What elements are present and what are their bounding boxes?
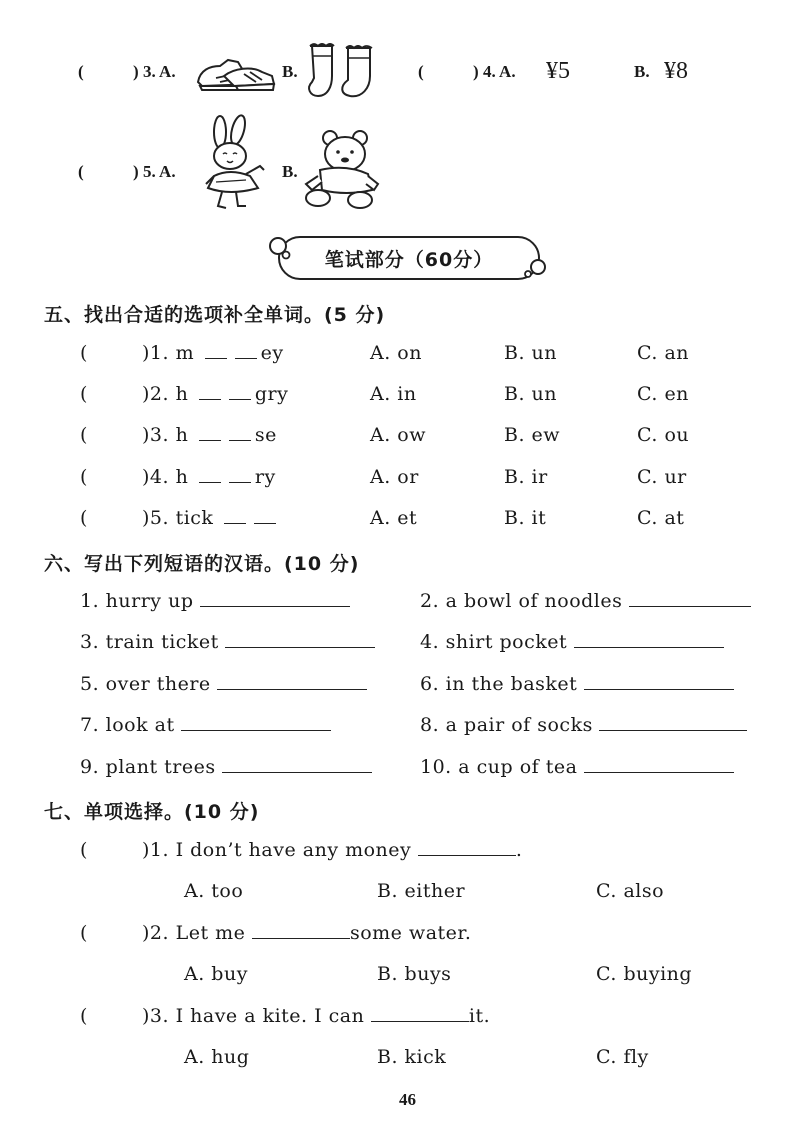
item-number: )2. h bbox=[142, 383, 189, 405]
blank-line[interactable] bbox=[199, 385, 221, 400]
option-a: A. in bbox=[370, 383, 417, 405]
q4-number: 4. A. bbox=[483, 62, 516, 81]
phrase-text: 6. in the basket bbox=[420, 673, 578, 695]
q3-option-b: B. bbox=[282, 62, 298, 81]
answer-blank[interactable] bbox=[584, 675, 734, 690]
blank-line[interactable] bbox=[235, 344, 257, 359]
option-c: C. ou bbox=[637, 424, 690, 446]
phrase-item bbox=[420, 631, 724, 653]
answer-blank[interactable] bbox=[574, 633, 724, 648]
list-item-paren: ( bbox=[80, 424, 88, 446]
phrase-text: 9. plant trees bbox=[80, 756, 216, 778]
list-item bbox=[142, 342, 284, 364]
option-b: B. un bbox=[504, 383, 558, 405]
list-item bbox=[142, 383, 288, 405]
page-number: 46 bbox=[399, 1090, 416, 1109]
answer-blank[interactable] bbox=[599, 716, 747, 731]
phrase-item bbox=[80, 756, 372, 778]
blank-line[interactable] bbox=[229, 468, 251, 483]
list-item-paren: ( bbox=[80, 507, 88, 529]
blank-line[interactable] bbox=[224, 509, 246, 524]
q5-paren-open: ( bbox=[78, 162, 84, 181]
blank-line[interactable] bbox=[199, 426, 221, 441]
option-b: B. kick bbox=[377, 1046, 447, 1068]
option-c: C. buying bbox=[596, 963, 693, 985]
list-item-paren: ( bbox=[80, 839, 88, 861]
q4-paren-open: ( bbox=[418, 62, 424, 81]
q5-number: 5. A. bbox=[143, 162, 176, 181]
answer-blank[interactable] bbox=[371, 1007, 469, 1022]
question-tail: some water. bbox=[349, 922, 472, 944]
list-item bbox=[142, 922, 471, 944]
phrase-item bbox=[80, 631, 375, 653]
item-number: )3. h bbox=[142, 424, 189, 446]
q4-paren-close: ) bbox=[473, 62, 479, 81]
blank-line[interactable] bbox=[254, 509, 276, 524]
list-item bbox=[142, 507, 280, 529]
socks-icon bbox=[302, 42, 382, 100]
phrase-text: 8. a pair of socks bbox=[420, 714, 593, 736]
banner-text: 笔试部分（60分） bbox=[324, 248, 494, 271]
option-c: C. an bbox=[637, 342, 690, 364]
phrase-item bbox=[420, 714, 747, 736]
answer-blank[interactable] bbox=[418, 841, 516, 856]
blank-line[interactable] bbox=[199, 468, 221, 483]
answer-blank[interactable] bbox=[584, 758, 734, 773]
phrase-item bbox=[80, 590, 350, 612]
q5-option-b: B. bbox=[282, 162, 298, 181]
option-a: A. too bbox=[184, 880, 244, 902]
blank-line[interactable] bbox=[229, 385, 251, 400]
option-b: B. ir bbox=[504, 466, 548, 488]
list-item bbox=[142, 424, 277, 446]
answer-blank[interactable] bbox=[217, 675, 367, 690]
option-c: C. ur bbox=[637, 466, 687, 488]
option-a: A. on bbox=[370, 342, 422, 364]
banner-right-bubbles-icon bbox=[524, 254, 548, 278]
section5-heading: 五、找出合适的选项补全单词。(5 分) bbox=[44, 304, 386, 326]
answer-blank[interactable] bbox=[200, 592, 350, 607]
q3-paren-close: ) bbox=[133, 62, 139, 81]
option-b: B. buys bbox=[377, 963, 452, 985]
answer-blank[interactable] bbox=[181, 716, 331, 731]
question-stem: )1. I don’t have any money bbox=[142, 839, 412, 861]
phrase-item bbox=[420, 673, 734, 695]
list-item bbox=[142, 1005, 490, 1027]
answer-blank[interactable] bbox=[222, 758, 372, 773]
phrase-text: 3. train ticket bbox=[80, 631, 219, 653]
bear-icon bbox=[298, 124, 380, 210]
phrase-text: 4. shirt pocket bbox=[420, 631, 568, 653]
item-number: )4. h bbox=[142, 466, 189, 488]
section6-heading: 六、写出下列短语的汉语。(10 分) bbox=[44, 553, 360, 575]
q4-option-b: B. bbox=[634, 62, 650, 81]
option-c: C. also bbox=[596, 880, 665, 902]
answer-blank[interactable] bbox=[252, 924, 350, 939]
blank-line[interactable] bbox=[229, 426, 251, 441]
question-stem: )2. Let me bbox=[142, 922, 246, 944]
option-b: B. either bbox=[377, 880, 466, 902]
list-item-paren: ( bbox=[80, 466, 88, 488]
item-tail: gry bbox=[254, 383, 289, 405]
item-number: )1. m bbox=[142, 342, 195, 364]
section7-heading: 七、单项选择。(10 分) bbox=[44, 801, 260, 823]
option-c: C. en bbox=[637, 383, 689, 405]
q4-option-a-price: ¥5 bbox=[546, 58, 570, 84]
option-a: A. hug bbox=[184, 1046, 250, 1068]
question-stem: )3. I have a kite. I can bbox=[142, 1005, 365, 1027]
option-c: C. at bbox=[637, 507, 685, 529]
phrase-item bbox=[80, 714, 331, 736]
question-tail: . bbox=[515, 839, 523, 861]
option-b: B. it bbox=[504, 507, 547, 529]
q3-paren-open: ( bbox=[78, 62, 84, 81]
option-a: A. ow bbox=[370, 424, 427, 446]
option-a: A. buy bbox=[184, 963, 248, 985]
phrase-text: 7. look at bbox=[80, 714, 175, 736]
phrase-item bbox=[80, 673, 367, 695]
phrase-text: 2. a bowl of noodles bbox=[420, 590, 623, 612]
answer-blank[interactable] bbox=[629, 592, 751, 607]
list-item bbox=[142, 466, 276, 488]
list-item-paren: ( bbox=[80, 383, 88, 405]
option-b: B. ew bbox=[504, 424, 561, 446]
sneakers-icon bbox=[194, 52, 276, 94]
option-a: A. et bbox=[370, 507, 418, 529]
banner-left-bubbles-icon bbox=[266, 236, 290, 260]
item-tail: se bbox=[254, 424, 277, 446]
q4-option-b-price: ¥8 bbox=[664, 58, 688, 84]
item-tail: ey bbox=[260, 342, 284, 364]
answer-blank[interactable] bbox=[225, 633, 375, 648]
option-a: A. or bbox=[370, 466, 419, 488]
phrase-item bbox=[420, 756, 734, 778]
option-b: B. un bbox=[504, 342, 558, 364]
item-tail: ry bbox=[254, 466, 276, 488]
option-c: C. fly bbox=[596, 1046, 649, 1068]
item-number: )5. tick bbox=[142, 507, 214, 529]
list-item bbox=[142, 839, 522, 861]
list-item-paren: ( bbox=[80, 342, 88, 364]
blank-line[interactable] bbox=[205, 344, 227, 359]
phrase-text: 10. a cup of tea bbox=[420, 756, 578, 778]
written-section-banner bbox=[278, 236, 540, 280]
q3-number: 3. A. bbox=[143, 62, 176, 81]
bunny-icon bbox=[200, 114, 268, 212]
list-item-paren: ( bbox=[80, 922, 88, 944]
phrase-text: 5. over there bbox=[80, 673, 211, 695]
phrase-text: 1. hurry up bbox=[80, 590, 194, 612]
list-item-paren: ( bbox=[80, 1005, 88, 1027]
phrase-item bbox=[420, 590, 751, 612]
q5-paren-close: ) bbox=[133, 162, 139, 181]
question-tail: it. bbox=[468, 1005, 491, 1027]
